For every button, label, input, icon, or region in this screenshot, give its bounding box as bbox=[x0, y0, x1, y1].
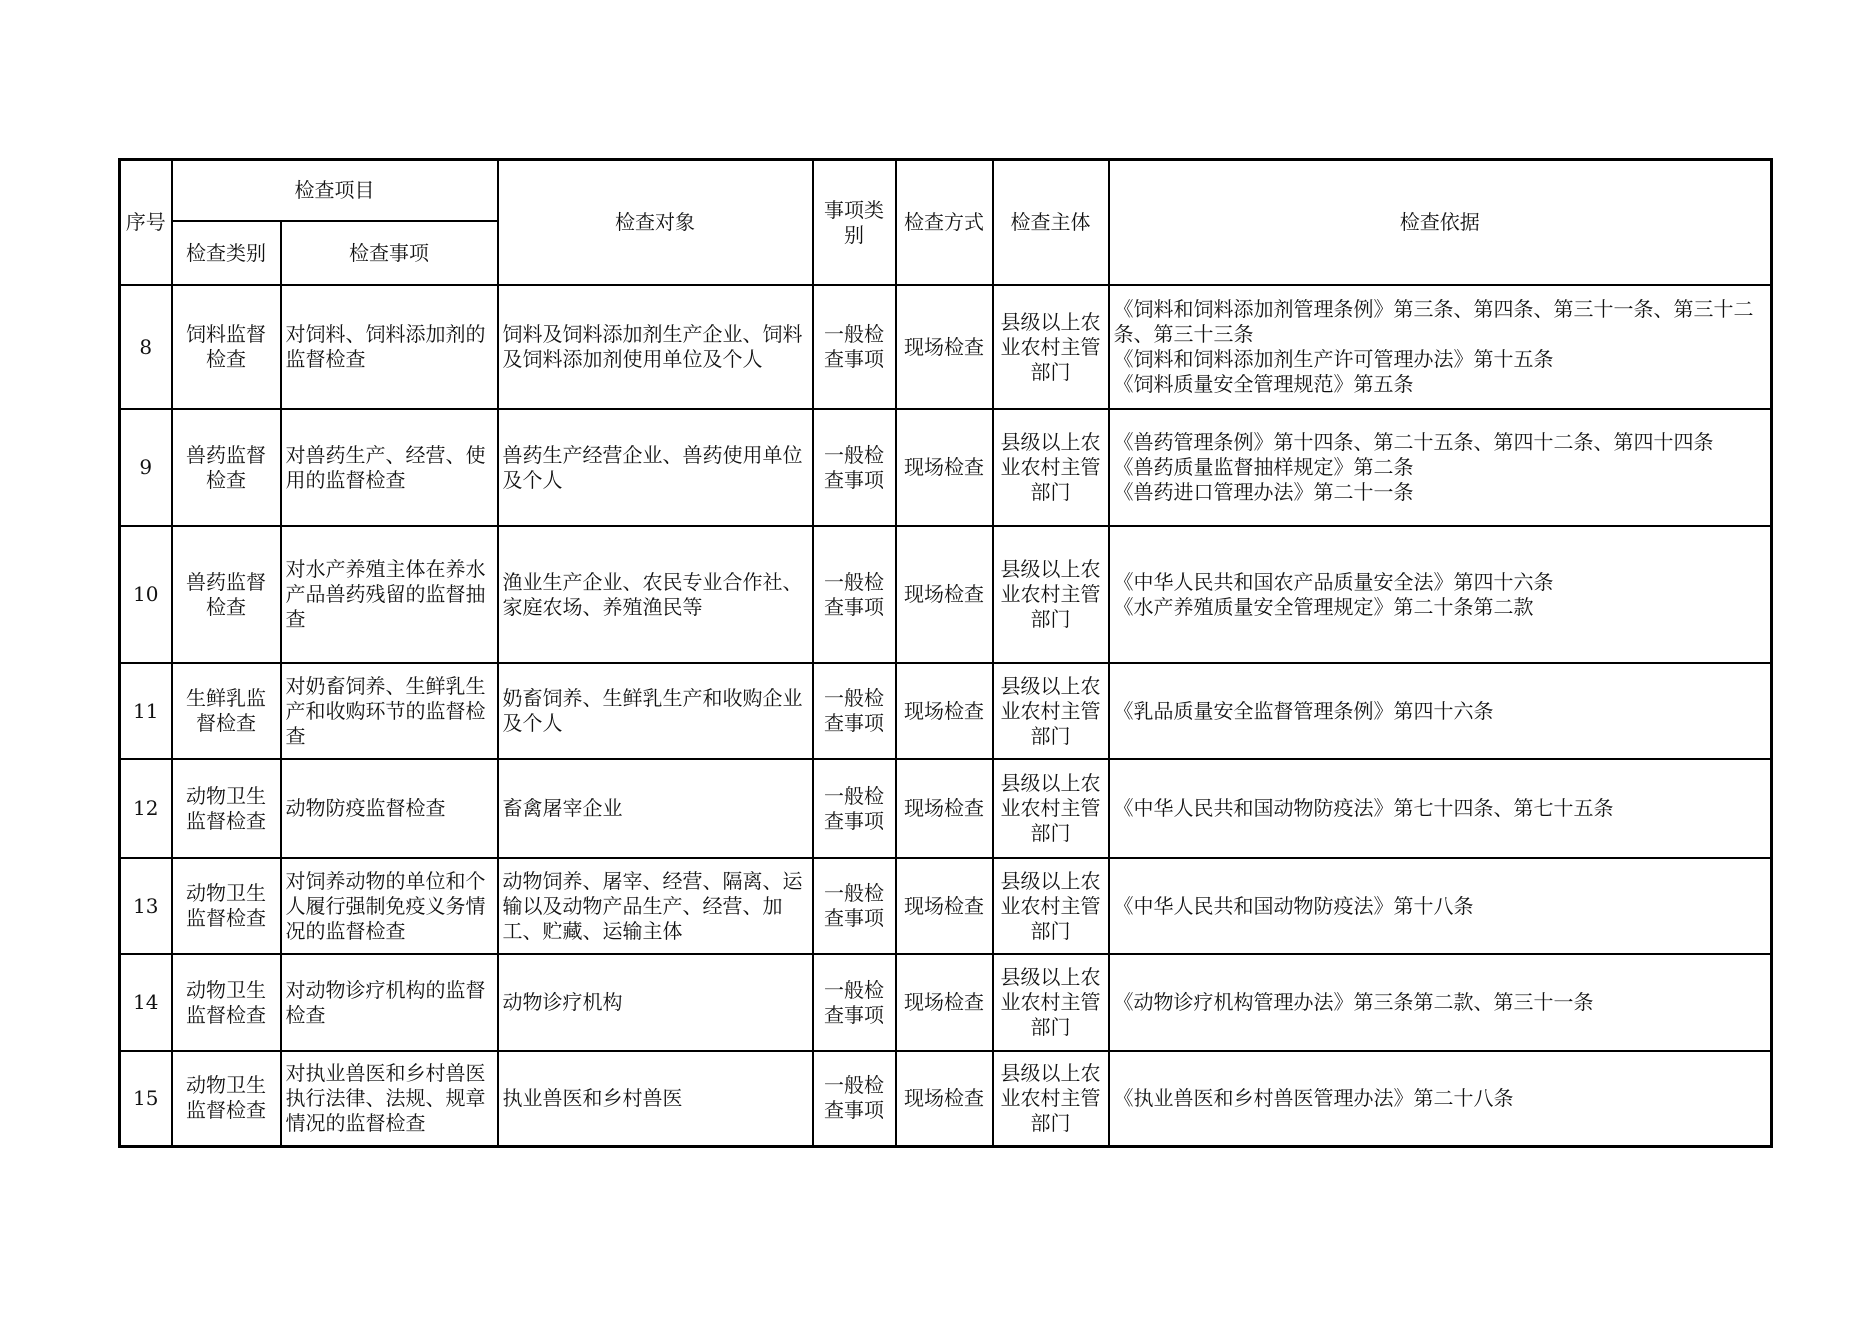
table-header bbox=[120, 160, 1772, 286]
row-category: 兽药监督检查 bbox=[172, 526, 281, 663]
row-seq: 14 bbox=[120, 954, 172, 1051]
row-subject: 县级以上农业农村主管部门 bbox=[993, 663, 1109, 759]
basis-line: 《中华人民共和国动物防疫法》第十八条 bbox=[1113, 893, 1474, 918]
row-matter: 对兽药生产、经营、使用的监督检查 bbox=[281, 409, 498, 526]
row-target: 饲料及饲料添加剂生产企业、饲料及饲料添加剂使用单位及个人 bbox=[498, 285, 813, 409]
inspection-table bbox=[118, 158, 1773, 1148]
row-subject: 县级以上农业农村主管部门 bbox=[993, 526, 1109, 663]
row-basis bbox=[1109, 858, 1772, 954]
row-matter: 对执业兽医和乡村兽医执行法律、法规、规章情况的监督检查 bbox=[281, 1051, 498, 1146]
row-method: 现场检查 bbox=[896, 759, 993, 858]
row-matter: 对奶畜饲养、生鲜乳生产和收购环节的监督检查 bbox=[281, 663, 498, 759]
basis-line: 《饲料质量安全管理规范》第五条 bbox=[1113, 372, 1414, 396]
row-matter: 对水产养殖主体在养水产品兽药残留的监督抽查 bbox=[281, 526, 498, 663]
row-seq: 15 bbox=[120, 1051, 172, 1146]
header-method: 检查方式 bbox=[896, 160, 993, 286]
row-method: 现场检查 bbox=[896, 1051, 993, 1146]
row-category: 动物卫生监督检查 bbox=[172, 1051, 281, 1146]
basis-line: 《饲料和饲料添加剂生产许可管理办法》第十五条 bbox=[1113, 347, 1554, 371]
row-basis bbox=[1109, 759, 1772, 858]
inspection-table-page bbox=[118, 158, 1770, 1148]
row-matter-type: 一般检查事项 bbox=[813, 1051, 896, 1146]
row-matter-type: 一般检查事项 bbox=[813, 663, 896, 759]
row-basis bbox=[1109, 663, 1772, 759]
header-target: 检查对象 bbox=[498, 160, 813, 286]
row-category: 动物卫生监督检查 bbox=[172, 858, 281, 954]
row-target: 渔业生产企业、农民专业合作社、家庭农场、养殖渔民等 bbox=[498, 526, 813, 663]
row-category: 动物卫生监督检查 bbox=[172, 954, 281, 1051]
header-subject: 检查主体 bbox=[993, 160, 1109, 286]
basis-line: 《兽药管理条例》第十四条、第二十五条、第四十二条、第四十四条 bbox=[1113, 430, 1714, 454]
header-matter-type: 事项类别 bbox=[813, 160, 896, 286]
row-basis bbox=[1109, 526, 1772, 663]
row-target: 畜禽屠宰企业 bbox=[498, 759, 813, 858]
row-matter-type: 一般检查事项 bbox=[813, 409, 896, 526]
row-category: 生鲜乳监督检查 bbox=[172, 663, 281, 759]
row-target: 动物诊疗机构 bbox=[498, 954, 813, 1051]
row-target: 兽药生产经营企业、兽药使用单位及个人 bbox=[498, 409, 813, 526]
basis-line: 《动物诊疗机构管理办法》第三条第二款、第三十一条 bbox=[1113, 990, 1594, 1014]
basis-line: 《水产养殖质量安全管理规定》第二十条第二款 bbox=[1113, 594, 1534, 619]
table-row bbox=[120, 858, 1772, 954]
row-matter-type: 一般检查事项 bbox=[813, 285, 896, 409]
row-matter: 对饲养动物的单位和个人履行强制免疫义务情况的监督检查 bbox=[281, 858, 498, 954]
row-category: 饲料监督检查 bbox=[172, 285, 281, 409]
row-subject: 县级以上农业农村主管部门 bbox=[993, 858, 1109, 954]
table-row bbox=[120, 663, 1772, 759]
row-matter: 动物防疫监督检查 bbox=[281, 759, 498, 858]
basis-line: 《兽药质量监督抽样规定》第二条 bbox=[1113, 455, 1414, 479]
table-row bbox=[120, 954, 1772, 1051]
row-seq: 11 bbox=[120, 663, 172, 759]
row-basis bbox=[1109, 954, 1772, 1051]
row-target: 动物饲养、屠宰、经营、隔离、运输以及动物产品生产、经营、加工、贮藏、运输主体 bbox=[498, 858, 813, 954]
row-matter-type: 一般检查事项 bbox=[813, 858, 896, 954]
basis-line: 《执业兽医和乡村兽医管理办法》第二十八条 bbox=[1113, 1085, 1514, 1110]
row-seq: 12 bbox=[120, 759, 172, 858]
row-category: 兽药监督检查 bbox=[172, 409, 281, 526]
table-row bbox=[120, 285, 1772, 409]
table-row bbox=[120, 1051, 1772, 1146]
row-subject: 县级以上农业农村主管部门 bbox=[993, 409, 1109, 526]
basis-line: 《乳品质量安全监督管理条例》第四十六条 bbox=[1113, 698, 1494, 723]
header-basis: 检查依据 bbox=[1109, 160, 1772, 286]
table-row bbox=[120, 759, 1772, 858]
row-category: 动物卫生监督检查 bbox=[172, 759, 281, 858]
row-matter-type: 一般检查事项 bbox=[813, 954, 896, 1051]
row-basis bbox=[1109, 409, 1772, 526]
row-subject: 县级以上农业农村主管部门 bbox=[993, 1051, 1109, 1146]
header-category: 检查类别 bbox=[172, 221, 281, 285]
basis-line: 《中华人民共和国农产品质量安全法》第四十六条 bbox=[1113, 569, 1554, 594]
row-target: 执业兽医和乡村兽医 bbox=[498, 1051, 813, 1146]
header-seq: 序号 bbox=[120, 160, 172, 286]
row-method: 现场检查 bbox=[896, 409, 993, 526]
row-method: 现场检查 bbox=[896, 954, 993, 1051]
row-method: 现场检查 bbox=[896, 858, 993, 954]
row-subject: 县级以上农业农村主管部门 bbox=[993, 285, 1109, 409]
row-matter: 对动物诊疗机构的监督检查 bbox=[281, 954, 498, 1051]
row-seq: 8 bbox=[120, 285, 172, 409]
row-method: 现场检查 bbox=[896, 663, 993, 759]
table-row bbox=[120, 526, 1772, 663]
header-item-group: 检查项目 bbox=[172, 160, 498, 222]
row-matter-type: 一般检查事项 bbox=[813, 526, 896, 663]
row-seq: 13 bbox=[120, 858, 172, 954]
row-basis bbox=[1109, 285, 1772, 409]
basis-line: 《兽药进口管理办法》第二十一条 bbox=[1113, 480, 1414, 504]
row-target: 奶畜饲养、生鲜乳生产和收购企业及个人 bbox=[498, 663, 813, 759]
row-basis bbox=[1109, 1051, 1772, 1146]
row-matter-type: 一般检查事项 bbox=[813, 759, 896, 858]
row-subject: 县级以上农业农村主管部门 bbox=[993, 954, 1109, 1051]
header-matter: 检查事项 bbox=[281, 221, 498, 285]
table-body bbox=[120, 285, 1772, 1146]
table-row bbox=[120, 409, 1772, 526]
row-seq: 9 bbox=[120, 409, 172, 526]
row-method: 现场检查 bbox=[896, 526, 993, 663]
row-subject: 县级以上农业农村主管部门 bbox=[993, 759, 1109, 858]
basis-line: 《饲料和饲料添加剂管理条例》第三条、第四条、第三十一条、第三十二条、第三十三条 bbox=[1113, 297, 1754, 346]
row-method: 现场检查 bbox=[896, 285, 993, 409]
row-seq: 10 bbox=[120, 526, 172, 663]
basis-line: 《中华人民共和国动物防疫法》第七十四条、第七十五条 bbox=[1113, 796, 1614, 820]
row-matter: 对饲料、饲料添加剂的监督检查 bbox=[281, 285, 498, 409]
